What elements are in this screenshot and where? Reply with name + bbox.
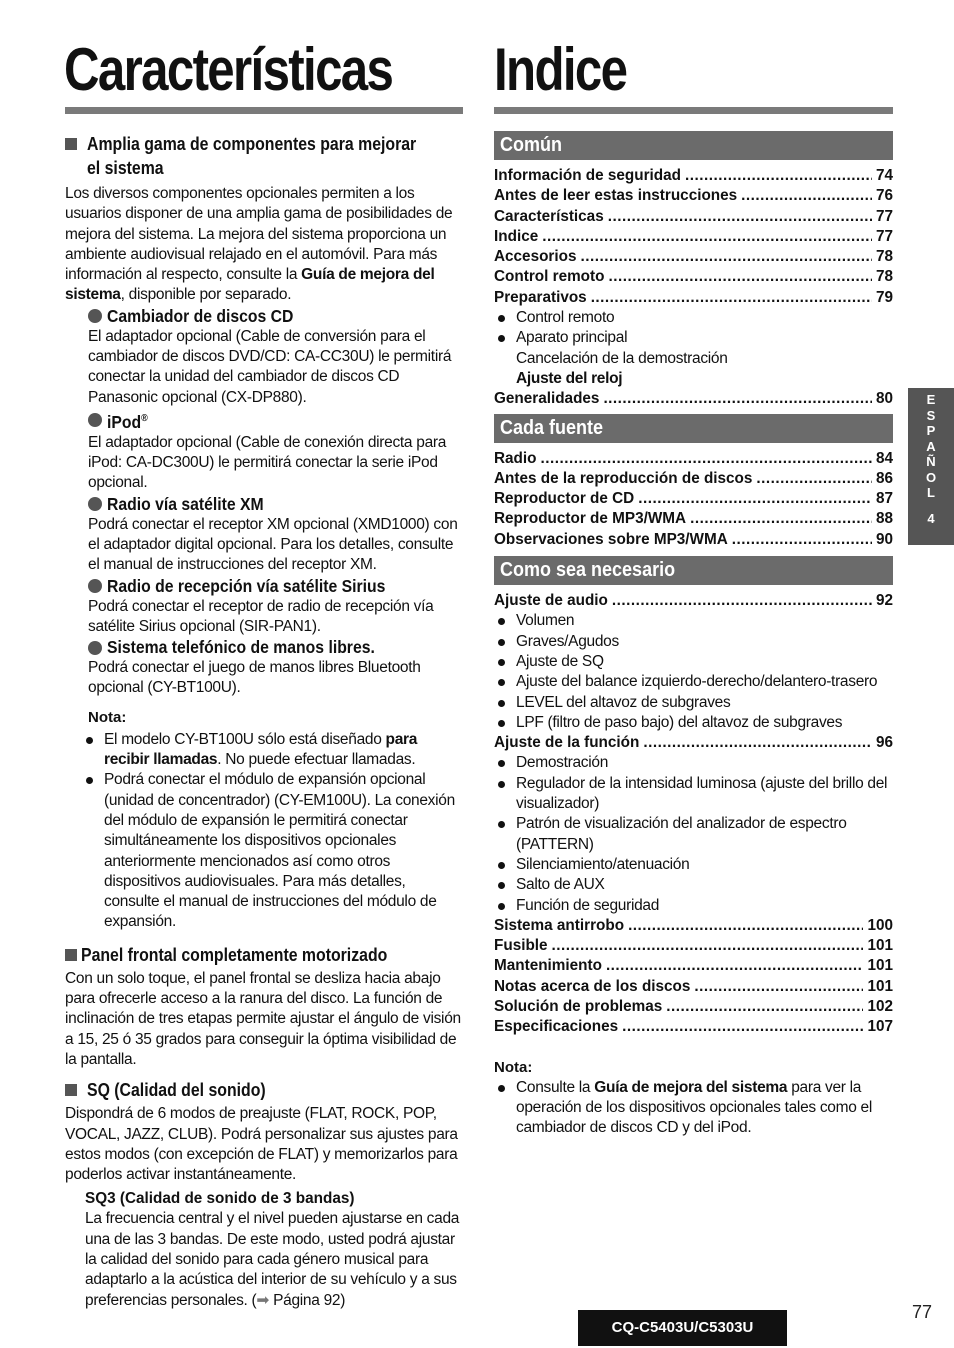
toc-subitem: Silenciamiento/atenuación xyxy=(494,855,893,875)
component-text: El adaptador opcional (Cable de conexión directa para iPod: CA-DC300U) le permitirá conectar la serie iPod opcional. xyxy=(88,433,447,492)
toc-list xyxy=(494,166,893,308)
toc-entry: Notas acerca de los discos ..... 101 xyxy=(494,977,893,997)
bullet-icon xyxy=(498,618,505,625)
toc-subitem: Volumen xyxy=(494,611,893,631)
toc-entry: Generalidades ..... 80 xyxy=(494,389,893,409)
bullet-icon xyxy=(498,659,505,666)
component-title: Sistema telefónico de manos libres. xyxy=(88,637,463,658)
section-text: Con un solo toque, el panel frontal se desliza hacia abajo para ofrecerle acceso a la ranura del disco. La función de inclinación de tres etapas permite ajustar el ángulo de visión a 15, 25 ó 35 grados para conseguir la óptima visibilidad de la pantalla. xyxy=(65,969,461,1068)
arrow-icon: ➡ xyxy=(256,1291,270,1309)
sq3-block xyxy=(85,1189,463,1310)
toc-subitem: Ajuste del balance izquierdo-derecho/delantero-trasero xyxy=(494,672,893,692)
section-band-como-sea-necesario: Como sea necesario xyxy=(494,556,893,585)
section-band-cada-fuente: Cada fuente xyxy=(494,414,893,443)
bullet-icon xyxy=(88,497,102,511)
bullet-icon xyxy=(498,882,505,889)
toc-subitem: Aparato principal xyxy=(494,328,893,348)
toc-list xyxy=(494,449,893,550)
square-bullet-icon xyxy=(65,138,77,150)
toc-entry: Reproductor de CD ..... 87 xyxy=(494,489,893,509)
toc-subitem: LPF (filtro de paso bajo) del altavoz de subgraves xyxy=(494,713,893,733)
toc-subitem: Regulador de la intensidad luminosa (ajuste del brillo del visualizador) xyxy=(494,774,893,815)
component-text: Podrá conectar el juego de manos libres Bluetooth opcional (CY-BT100U). xyxy=(88,659,421,697)
square-bullet-icon xyxy=(65,1084,77,1096)
toc-subitem: LEVEL del altavoz de subgraves xyxy=(494,693,893,713)
language-side-tab xyxy=(908,388,954,545)
toc-entry: Mantenimiento ..... 101 xyxy=(494,956,893,976)
side-tab-letter: E xyxy=(926,392,936,407)
section-title: Panel frontal completamente motorizado xyxy=(65,943,463,967)
component-title: Radio vía satélite XM xyxy=(88,494,463,515)
prep-sublist xyxy=(494,308,893,389)
toc-entry: Radio ..... 84 xyxy=(494,449,893,469)
side-tab-letter: P xyxy=(926,423,936,438)
toc-entry: Ajuste de la función ..... 96 xyxy=(494,733,893,753)
toc-entry: Control remoto ..... 78 xyxy=(494,267,893,287)
toc-entry: Especificaciones ..... 107 xyxy=(494,1017,893,1037)
nota-item: Podrá conectar el módulo de expansión opcional (unidad de concentrador) (CY-EM100U). La conexión del módulo de expansión le permitirá conectar simultáneamente los dispositivos opcionales anteriormente mencionados así como otros dispositivos audiovisuales. Para más detalles, consulte el manual de instrucciones del módulo de expansión. xyxy=(84,770,463,932)
index-note xyxy=(494,1058,893,1139)
bullet-icon xyxy=(498,679,505,686)
nota-label: Nota: xyxy=(494,1058,533,1076)
page-number: 77 xyxy=(912,1302,933,1322)
toc-entry: Fusible ..... 101 xyxy=(494,936,893,956)
square-bullet-icon xyxy=(65,949,77,961)
title-rule-left xyxy=(65,107,463,114)
toc-subitem: Ajuste del reloj xyxy=(516,369,623,387)
nota-item: Consulte la Guía de mejora del sistema para ver la operación de los dispositivos opcionales tales como el cambiador de discos CD y del iPod. xyxy=(494,1078,893,1139)
model-number-badge: CQ-C5403U/C5303U xyxy=(578,1310,787,1346)
side-tab-letters xyxy=(908,392,954,501)
nota-label: Nota: xyxy=(88,708,127,726)
toc-subitem: Control remoto xyxy=(494,308,893,328)
component-text: Podrá conectar el receptor XM opcional (XMD1000) con el adaptador digital opcional. Para los detalles, consulte el manual de instrucciones del receptor XM. xyxy=(88,515,458,574)
bullet-icon xyxy=(498,760,505,767)
bullet-icon xyxy=(498,903,505,910)
toc-subitem: Ajuste de SQ xyxy=(494,652,893,672)
section-text: Los diversos componentes opcionales permiten a los usuarios disponer de una amplia gama de posibilidades de mejora del sistema. La mejora del sistema proporciona un ambiente audiovisual relajado en el automóvil. Para más información al respecto, consulte la Guía de mejora del sistema, disponible por separado. xyxy=(65,185,453,304)
side-tab-letter: Ñ xyxy=(926,454,936,469)
bullet-icon xyxy=(498,720,505,727)
function-sublist xyxy=(494,753,893,915)
bullet-icon xyxy=(498,821,505,828)
nota-item: El modelo CY-BT100U sólo está diseñado para recibir llamadas. No puede efectuar llamadas. xyxy=(84,730,463,771)
bullet-icon xyxy=(88,641,102,655)
section-band-comun: Común xyxy=(494,131,893,160)
bullet-icon xyxy=(88,309,102,323)
sq3-text: La frecuencia central y el nivel pueden ajustarse en cada una de las 3 bandas. De este modo, usted podrá ajustar la calidad del sonido para cada género musical para adaptarlo a la acústica del interior de su vehículo y a sus preferencias personales. (➡ Página 92) xyxy=(85,1210,460,1309)
bullet-icon xyxy=(498,862,505,869)
bullet-icon xyxy=(86,777,93,784)
toc-entry: Ajuste de audio ..... 92 xyxy=(494,591,893,611)
toc-subitem: Función de seguridad xyxy=(494,896,893,916)
toc-entry: Características ..... 77 xyxy=(494,207,893,227)
bullet-icon xyxy=(498,315,505,322)
component-title: Cambiador de discos CD xyxy=(88,306,463,327)
toc-subitem: Cancelación de la demostración xyxy=(516,349,728,367)
component-title: Radio de recepción vía satélite Sirius xyxy=(88,576,463,597)
component-title: iPod® xyxy=(88,408,463,433)
toc-entry: Accesorios ..... 78 xyxy=(494,247,893,267)
toc-entry: Antes de la reproducción de discos ..... 86 xyxy=(494,469,893,489)
bullet-icon xyxy=(498,1085,505,1092)
toc-list xyxy=(494,591,893,1038)
nota-list xyxy=(84,730,463,933)
bullet-icon xyxy=(88,579,102,593)
toc-entry: Observaciones sobre MP3/WMA ..... 90 xyxy=(494,530,893,550)
side-tab-letter: O xyxy=(925,469,937,485)
component-text: Podrá conectar el receptor de radio de recepción vía satélite Sirius opcional (SIR-PAN1). xyxy=(88,597,434,635)
bullet-icon xyxy=(498,335,505,342)
toc-entry: Indice ..... 77 xyxy=(494,227,893,247)
bullet-icon xyxy=(86,737,93,744)
section-text: Dispondrá de 6 modos de preajuste (FLAT, ROCK, POP, VOCAL, JAZZ, CLUB). Podrá personalizar sus ajustes para estos modos (con excepción de FLAT) y memorizarlos para poderlos activar instantáneamente. xyxy=(65,1105,458,1184)
side-tab-number: 4 xyxy=(927,510,935,526)
toc-subitem: Demostración xyxy=(494,753,893,773)
title-rule-right xyxy=(494,107,893,114)
features-column xyxy=(65,132,463,1311)
toc-entry: Solución de problemas ..... 102 xyxy=(494,997,893,1017)
bullet-icon xyxy=(88,413,102,427)
toc-subitem: Patrón de visualización del analizador de espectro (PATTERN) xyxy=(494,814,893,855)
side-tab-letter: L xyxy=(927,485,935,500)
audio-sublist xyxy=(494,611,893,733)
section-title: Amplia gama de componentes para mejorar el sistema xyxy=(65,132,463,180)
bullet-icon xyxy=(498,781,505,788)
section-title: SQ (Calidad del sonido) xyxy=(65,1078,463,1102)
component-text: El adaptador opcional (Cable de conversión para el cambiador de discos DVD/CD: CA-CC30U) le permitirá conectar la unidad del cambiador de discos CD Panasonic opcional (CX-DP880). xyxy=(88,327,452,406)
bullet-icon xyxy=(498,700,505,707)
toc-entry: Reproductor de MP3/WMA ..... 88 xyxy=(494,509,893,529)
component-list xyxy=(88,306,463,699)
page-title-caracteristicas: Características xyxy=(64,36,393,103)
bullet-icon xyxy=(498,639,505,646)
toc-subitem: Graves/Agudos xyxy=(494,632,893,652)
toc-entry: Información de seguridad ..... 74 xyxy=(494,166,893,186)
toc-list xyxy=(494,916,893,1038)
toc-subitem: Salto de AUX xyxy=(494,875,893,895)
sq3-title: SQ3 (Calidad de sonido de 3 bandas) xyxy=(85,1190,355,1208)
side-tab-letter: S xyxy=(926,407,936,423)
page-title-indice: Indice xyxy=(494,36,627,103)
toc-entry: Sistema antirrobo ..... 100 xyxy=(494,916,893,936)
side-tab-letter: A xyxy=(926,438,936,454)
toc-entry: Preparativos ..... 79 xyxy=(494,288,893,308)
index-column xyxy=(494,131,893,1138)
toc-entry: Antes de leer estas instrucciones ..... 76 xyxy=(494,186,893,206)
